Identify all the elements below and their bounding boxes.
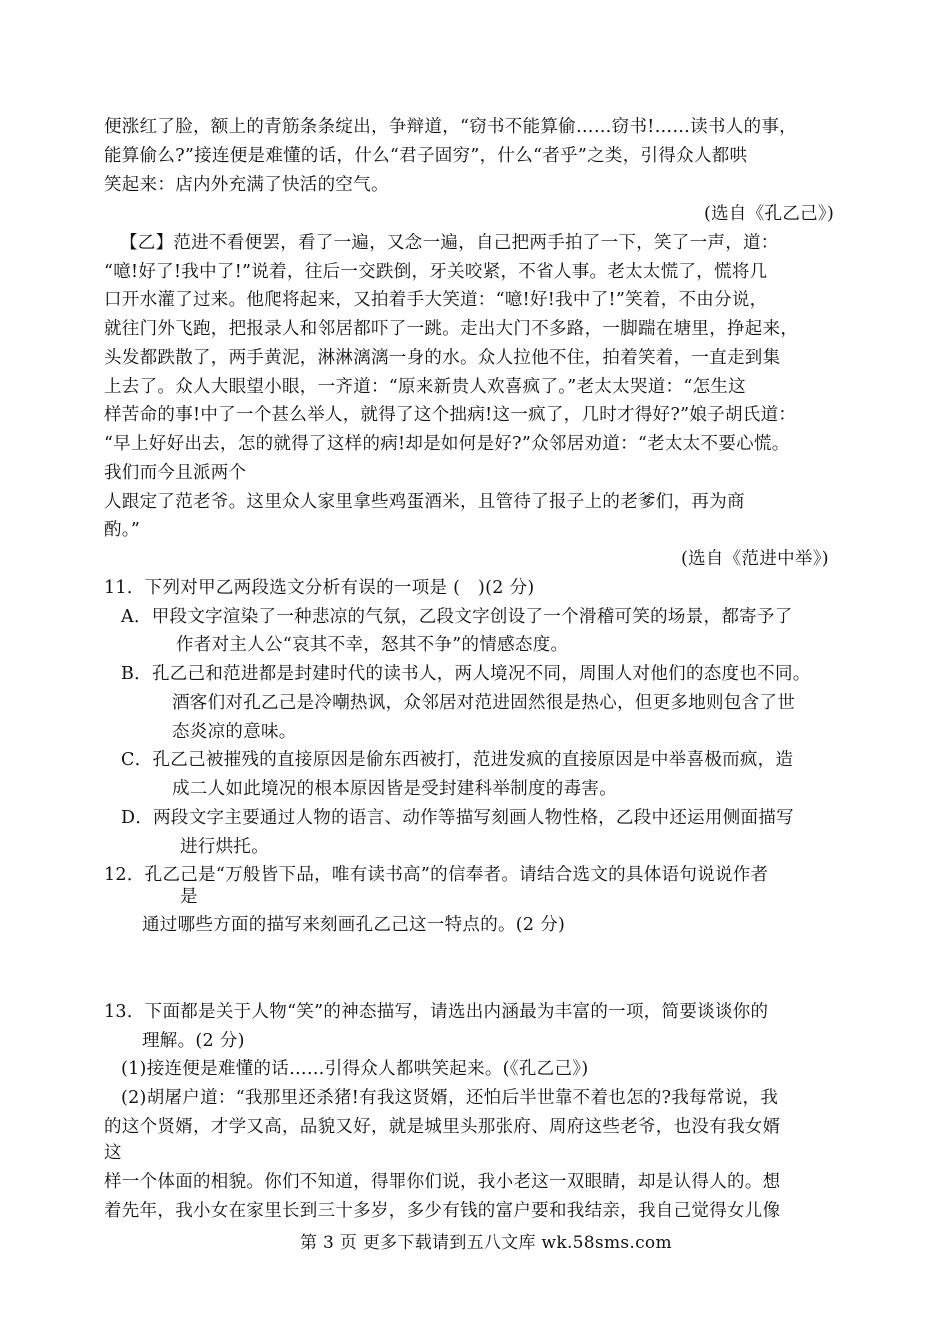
q13-line: 13．下面都是关于人物“笑”的神态描写，请选出内涵最为丰富的一项，简要谈谈你的	[104, 1002, 769, 1022]
q13-line: 理解。(2 分)	[142, 1031, 245, 1051]
passage-yi-line: 头发都跌散了，两手黄泥，淋淋漓漓一身的水。众人拉他不住，拍着笑着，一直走到集	[104, 348, 781, 368]
passage-yi-line: 酌。”	[104, 520, 141, 540]
passage-jia-source: (选自《孔乙己》)	[704, 204, 835, 224]
q11-option-a: A．甲段文字渲染了一种悲凉的气氛，乙段文字创设了一个滑稽可笑的场景，都寄予了	[121, 607, 793, 627]
passage-jia-line: 笑起来：店内外充满了快活的空气。	[104, 175, 389, 195]
passage-yi-line: 口开水灌了过来。他爬将起来，又拍着手大笑道：“噫!好!我中了!”笑着，不由分说，	[104, 290, 768, 310]
passage-yi-line: 上去了。众人大眼望小眼，一齐道：“原来新贵人欢喜疯了。”老太太哭道：“怎生这	[104, 377, 746, 397]
q11-option-b: 态炎凉的意味。	[172, 722, 297, 742]
q13-line: (1)接连便是难懂的话……引得众人都哄笑起来。(《孔乙己》)	[121, 1059, 589, 1079]
passage-yi-line: 人跟定了范老爷。这里众人家里拿些鸡蛋酒米，且管待了报子上的老爹们，再为商	[104, 492, 745, 512]
passage-jia-line: 便涨红了脸，额上的青筋条条绽出，争辩道，“窃书不能算偷……窃书!……读书人的事，	[104, 117, 797, 137]
passage-yi-line: “噫!好了!我中了!”说着，往后一交跌倒，牙关咬紧，不省人事。老太太慌了，慌将几	[104, 262, 768, 282]
q12-line: 是	[180, 887, 198, 907]
passage-yi-line: 【乙】范进不看便罢，看了一遍，又念一遍，自己把两手拍了一下，笑了一声，道：	[120, 233, 779, 253]
q11-option-d: D．两段文字主要通过人物的语言、动作等描写刻画人物性格，乙段中还运用侧面描写	[121, 808, 794, 828]
q13-line: 样一个体面的相貌。你们不知道，得罪你们说，我小老这一双眼睛，却是认得人的。想	[104, 1172, 781, 1192]
q11-option-c: C．孔乙己被摧残的直接原因是偷东西被打，范进发疯的直接原因是中举喜极而疯，造	[121, 750, 794, 770]
q11-option-a: 作者对主人公“哀其不幸，怒其不争”的情感态度。	[176, 635, 569, 655]
q11-option-b: 酒客们对孔乙己是冷嘲热讽，众邻居对范进固然很是热心，但更多地则包含了世	[172, 693, 795, 713]
q11-option-d: 进行烘托。	[180, 837, 269, 857]
q13-line: 着先年，我小女在家里长到三十多岁，多少有钱的富户要和我结亲，我自己觉得女儿像	[104, 1201, 781, 1221]
passage-yi-line: 样苦命的事!中了一个甚么举人，就得了这个拙病!这一疯了，几时才得好?”娘子胡氏道：	[104, 405, 797, 425]
q11-option-b: B．孔乙己和范进都是封建时代的读书人，两人境况不同，周围人对他们的态度也不同。	[121, 664, 811, 684]
passage-jia-line: 能算偷么?”接连便是难懂的话，什么“君子固穷”，什么“者乎”之类，引得众人都哄	[104, 146, 748, 166]
q11-stem: 11．下列对甲乙两段选文分析有误的一项是 ( )(2 分)	[104, 578, 535, 598]
q13-line: (2)胡屠户道：“我那里还杀猪!有我这贤婿，还怕后半世靠不着也怎的?我每常说，我	[121, 1088, 779, 1108]
q12-line: 12．孔乙己是“万般皆下品，唯有读书高”的信奉者。请结合选文的具体语句说说作者	[104, 865, 769, 885]
q13-line: 的这个贤婿，才学又高，品貌又好，就是城里头那张府、周府这些老爷，也没有我女婿	[104, 1117, 781, 1137]
q12-line: 通过哪些方面的描写来刻画孔乙己这一特点的。(2 分)	[142, 915, 566, 935]
passage-yi-line: 我们而今且派两个	[104, 463, 247, 483]
passage-yi-source: (选自《范进中举》)	[681, 549, 829, 569]
passage-yi-line: 就往门外飞跑，把报录人和邻居都吓了一跳。走出大门不多路，一脚踹在塘里，挣起来，	[104, 319, 799, 339]
q13-line: 这	[104, 1143, 122, 1163]
q11-option-c: 成二人如此境况的根本原因皆是受封建科举制度的毒害。	[172, 779, 617, 799]
page-footer: 第 3 页 更多下载请到五八文库 wk.58sms.com	[300, 1233, 672, 1253]
passage-yi-line: “早上好好出去，怎的就得了这样的病!却是如何是好?”众邻居劝道：“老太太不要心慌。	[104, 434, 790, 454]
